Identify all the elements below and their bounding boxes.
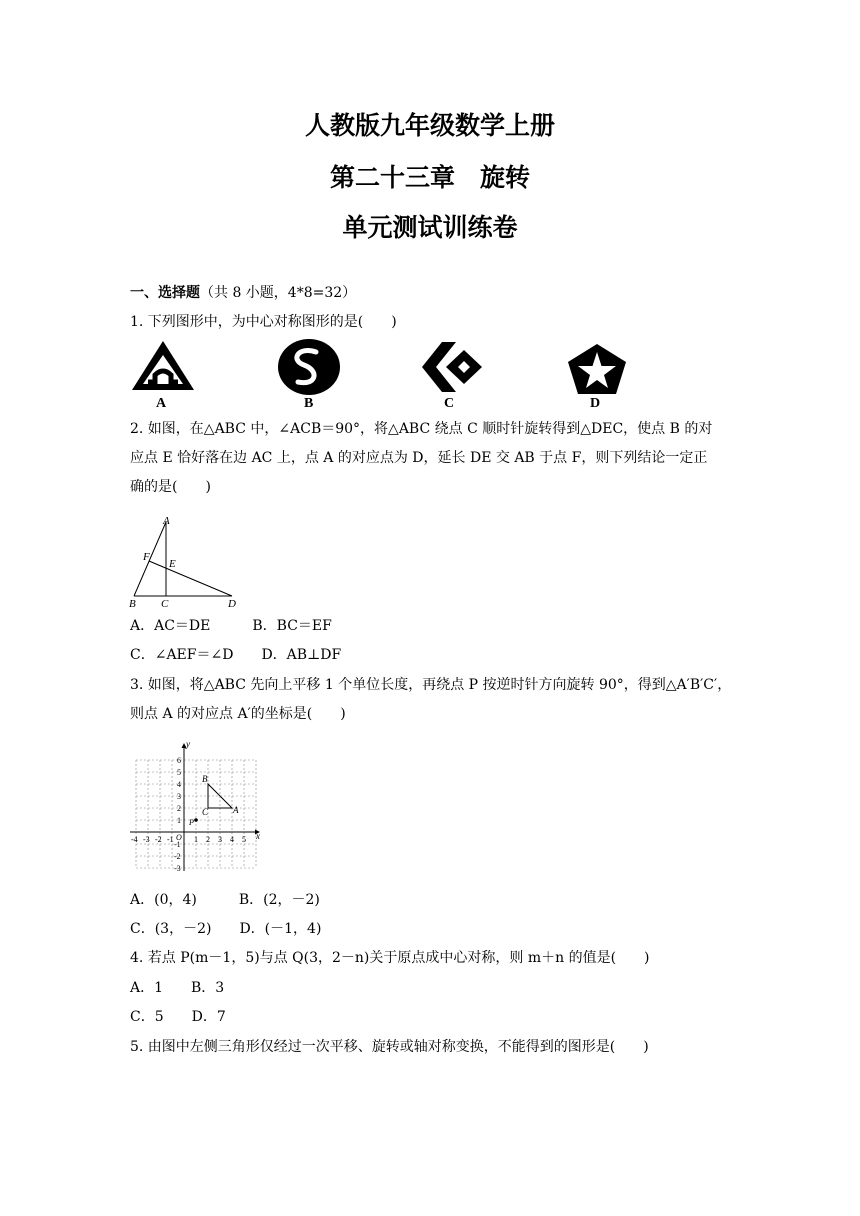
q3-y-tick-label: -3 [174, 864, 181, 873]
q3-point-p: P [189, 818, 194, 827]
q3-y-tick-label: 4 [177, 780, 181, 789]
question-3-options-line1: A．(0，4) B．(2，－2) [130, 892, 320, 908]
question-2-options-line2: C．∠AEF＝∠D D．AB⊥DF [130, 647, 342, 663]
section-heading [130, 284, 356, 302]
q3-x-tick-label: -2 [155, 835, 162, 844]
q2-label-e: E [169, 558, 176, 570]
q1-figure-b [276, 338, 342, 396]
section-note: （共 8 小题，4*8=32） [200, 285, 357, 301]
question-3-stem-line2: 则点 A 的对应点 A′的坐标是( ) [130, 706, 346, 722]
q3-y-tick-label: 6 [177, 756, 181, 765]
q1-label-b: B [304, 396, 314, 411]
q3-y-tick-label: 1 [177, 816, 181, 825]
q2-label-c: C [161, 598, 169, 608]
q3-y-tick-label: -2 [174, 852, 181, 861]
document-title: 人教版九年级数学上册 [304, 111, 555, 140]
chapter-title: 第二十三章 旋转 [329, 163, 530, 192]
q3-x-tick-label: 1 [194, 835, 198, 844]
q2-triangle-figure [125, 512, 245, 608]
question-5-stem: 5. 由图中左侧三角形仅经过一次平移、旋转或轴对称变换，不能得到的图形是( ) [130, 1039, 649, 1055]
q3-x-tick-label: 2 [206, 835, 210, 844]
q3-point-b: B [202, 774, 208, 784]
question-2-stem-line2: 应点 E 恰好落在边 AC 上，点 A 的对应点为 D，延长 DE 交 AB 于点 F，则下列结论一定正 [130, 450, 708, 466]
q3-x-tick-label: -4 [131, 835, 138, 844]
q3-origin-label: O [176, 833, 182, 842]
q2-label-f: F [143, 551, 150, 563]
q3-axis-y-label: y [186, 739, 190, 749]
question-2-options-line1: A．AC＝DE B．BC＝EF [130, 618, 332, 634]
q3-x-tick-labels [131, 835, 246, 844]
question-4-options-line1: A．1 B．3 [130, 980, 225, 996]
q3-x-tick-label: -3 [143, 835, 150, 844]
q3-y-tick-label: -1 [174, 840, 181, 849]
q3-y-tick-labels [174, 756, 181, 873]
q3-x-tick-label: 3 [218, 835, 222, 844]
question-2-stem-line3: 确的是( ) [130, 479, 211, 495]
q3-y-tick-label: 2 [177, 804, 181, 813]
q1-figure-d [566, 342, 628, 396]
q1-label-c: C [444, 396, 455, 411]
q3-x-tick-label: 5 [242, 835, 246, 844]
q3-x-tick-label: 4 [230, 835, 234, 844]
q3-x-tick-label: -1 [167, 835, 174, 844]
q3-point-a: A [233, 805, 239, 815]
question-4-stem: 4. 若点 P(m－1，5)与点 Q(3，2－n)关于原点成中心对称，则 m＋n 的值是( ) [130, 950, 650, 966]
question-4-options-line2: C．5 D．7 [130, 1009, 226, 1025]
test-title: 单元测试训练卷 [342, 213, 518, 242]
q1-label-d: D [590, 396, 601, 411]
q2-label-b: B [129, 598, 136, 608]
q1-figure-c [420, 340, 484, 394]
question-2-stem-line1: 2. 如图，在△ABC 中，∠ACB＝90°，将△ABC 绕点 C 顺时针旋转得到△DEC，使点 B 的对 [130, 421, 713, 437]
q2-label-a: A [163, 515, 170, 527]
question-3-options-line2: C．(3，－2) D．(－1，4) [130, 921, 322, 937]
q3-coordinate-grid [126, 738, 266, 878]
q3-y-tick-label: 5 [177, 768, 181, 777]
section-name: 一、选择题 [130, 285, 200, 301]
q3-point-c: C [202, 807, 209, 817]
question-1-stem: 1. 下列图形中，为中心对称图形的是( ) [130, 314, 397, 330]
q3-axis-x-label: x [256, 831, 260, 841]
q1-figure-a [128, 338, 198, 390]
q2-label-d: D [228, 598, 236, 608]
question-3-stem-line1: 3. 如图，将△ABC 先向上平移 1 个单位长度，再绕点 P 按逆时针方向旋转 90°，得到△A′B′C′， [130, 677, 732, 693]
q3-y-tick-label: 3 [177, 792, 181, 801]
q1-label-a: A [156, 396, 167, 411]
